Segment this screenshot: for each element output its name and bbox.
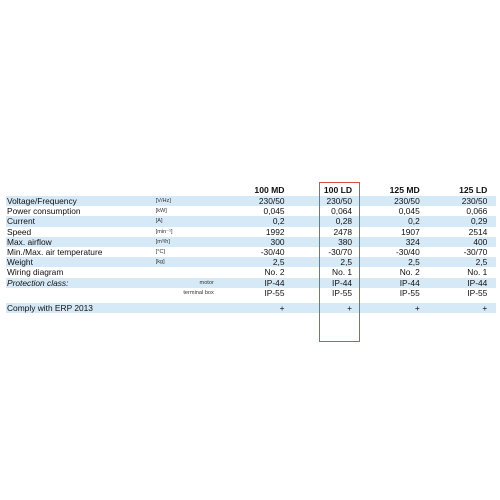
- unit-label: [m³/h]: [155, 237, 218, 247]
- param-label: Protection class:: [6, 278, 155, 288]
- unit-label: [kW]: [155, 208, 167, 215]
- unit-label: [kg]: [155, 257, 218, 267]
- unit-label: [V/Hz]: [155, 196, 218, 206]
- cell-value: 2,5: [421, 257, 489, 267]
- cell-value: 0,045: [398, 206, 420, 217]
- table-row: [6, 278, 496, 288]
- cell-value: No. 1: [332, 267, 353, 278]
- table-row: [6, 216, 496, 226]
- cell-value: IP-44: [286, 278, 354, 288]
- cell-value: 230/50: [421, 196, 489, 206]
- param-label: Current: [6, 216, 155, 226]
- param-label: Comply with ERP 2013: [6, 303, 155, 313]
- param-label: Wiring diagram: [7, 267, 64, 278]
- cell-value: 2514: [468, 226, 488, 237]
- unit-label: motor: [155, 278, 218, 288]
- header-param: [6, 184, 155, 196]
- param-label: [6, 288, 155, 298]
- cell-value: 300: [218, 237, 286, 247]
- cell-value: 230/50: [218, 196, 286, 206]
- cell-value: 0,2: [218, 216, 286, 226]
- cell-value: No. 2: [399, 267, 420, 278]
- param-label: Min./Max. air temperature: [7, 247, 103, 258]
- param-label: Power consumption: [7, 206, 81, 217]
- column-header: 100 LD: [323, 185, 353, 195]
- column-header: 125 MD: [389, 185, 420, 195]
- unit-label: [°C]: [155, 249, 166, 256]
- param-label: Max. airflow: [6, 237, 155, 247]
- cell-value: +: [421, 303, 489, 313]
- cell-value: -30/70: [328, 247, 353, 258]
- cell-value: 230/50: [353, 196, 421, 206]
- cell-value: IP-44: [421, 278, 489, 288]
- table-row: [6, 267, 496, 277]
- cell-value: 0,28: [286, 216, 354, 226]
- table-row: [6, 257, 496, 267]
- column-header: 100 MD: [254, 185, 285, 195]
- table-row: [6, 303, 496, 313]
- cell-value: IP-44: [353, 278, 421, 288]
- cell-value: 324: [353, 237, 421, 247]
- unit-label: [155, 267, 218, 277]
- cell-value: -30/40: [260, 247, 285, 258]
- cell-value: No. 2: [264, 267, 285, 278]
- cell-value: 2,5: [218, 257, 286, 267]
- cell-value: 0,064: [331, 206, 353, 217]
- cell-value: +: [218, 303, 286, 313]
- cell-value: IP-55: [332, 287, 353, 298]
- cell-value: 0,29: [421, 216, 489, 226]
- param-label: Weight: [6, 257, 155, 267]
- cell-value: IP-55: [399, 287, 420, 298]
- table-row: [6, 227, 496, 237]
- cell-value: 2,5: [353, 257, 421, 267]
- cell-value: +: [353, 303, 421, 313]
- unit-label: [A]: [155, 216, 218, 226]
- cell-value: 1907: [401, 226, 420, 237]
- table-row: [6, 237, 496, 247]
- table-row: [6, 247, 496, 257]
- cell-value: 1992: [265, 226, 285, 237]
- unit-label: terminal box: [183, 289, 214, 296]
- cell-value: 0,2: [353, 216, 421, 226]
- table-row: [6, 206, 496, 216]
- unit-label: [min⁻¹]: [155, 228, 173, 235]
- cell-value: 2,5: [286, 257, 354, 267]
- table-row: [6, 288, 496, 298]
- spec-table: [6, 184, 496, 313]
- cell-value: -30/40: [396, 247, 420, 258]
- cell-value: 0,045: [263, 206, 285, 217]
- cell-value: +: [286, 303, 354, 313]
- cell-value: IP-55: [467, 287, 488, 298]
- column-header: 125 LD: [459, 185, 488, 195]
- cell-value: 0,066: [466, 206, 488, 217]
- param-label: Voltage/Frequency: [6, 196, 155, 206]
- cell-value: -30/70: [463, 247, 488, 258]
- table-row: [6, 196, 496, 206]
- cell-value: 2478: [333, 226, 353, 237]
- unit-label: [155, 303, 218, 313]
- cell-value: 230/50: [286, 196, 354, 206]
- header-row: [6, 184, 496, 196]
- cell-value: IP-55: [264, 287, 285, 298]
- cell-value: 380: [286, 237, 354, 247]
- cell-value: No. 1: [467, 267, 488, 278]
- cell-value: IP-44: [218, 278, 286, 288]
- header-unit: [155, 184, 218, 196]
- param-label: Speed: [7, 226, 32, 237]
- cell-value: 400: [421, 237, 489, 247]
